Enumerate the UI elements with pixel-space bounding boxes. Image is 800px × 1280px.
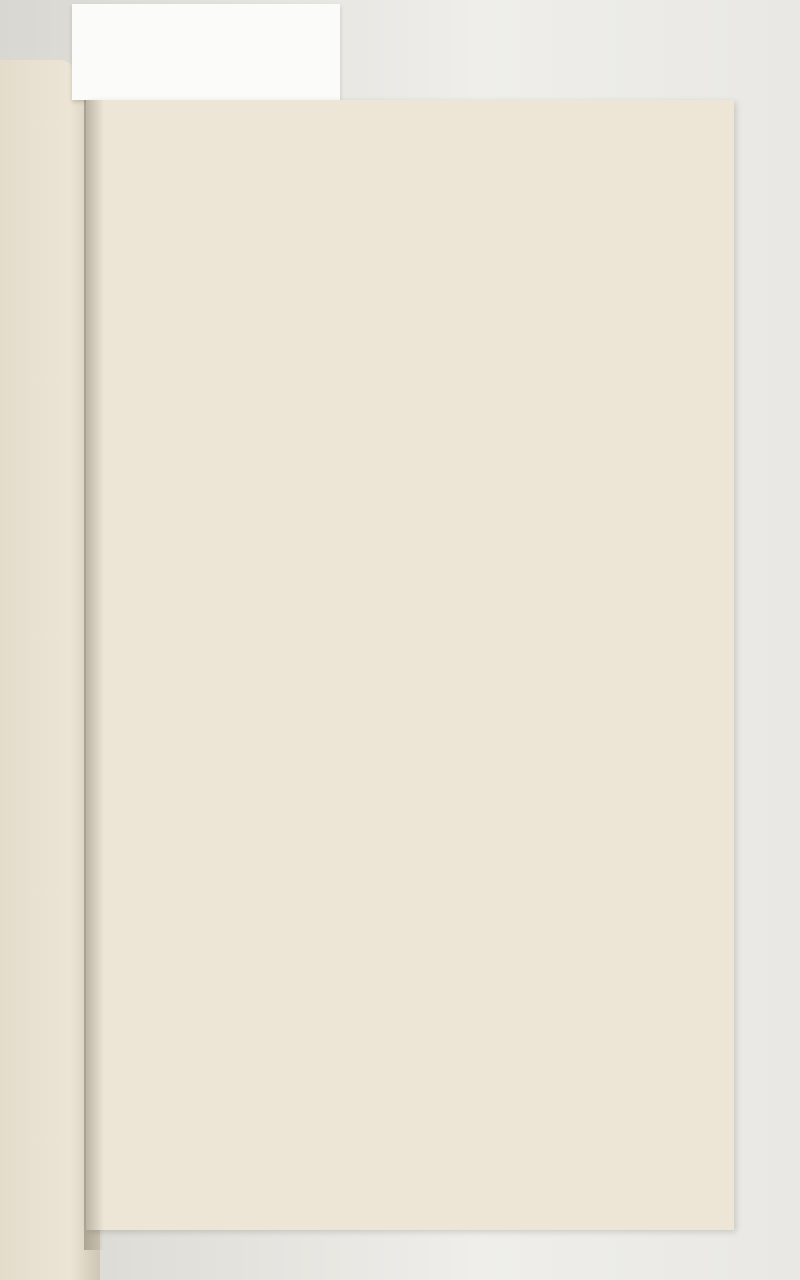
right-page — [86, 100, 734, 1230]
inventory-sticker — [72, 4, 340, 100]
book-gutter — [84, 100, 104, 1250]
